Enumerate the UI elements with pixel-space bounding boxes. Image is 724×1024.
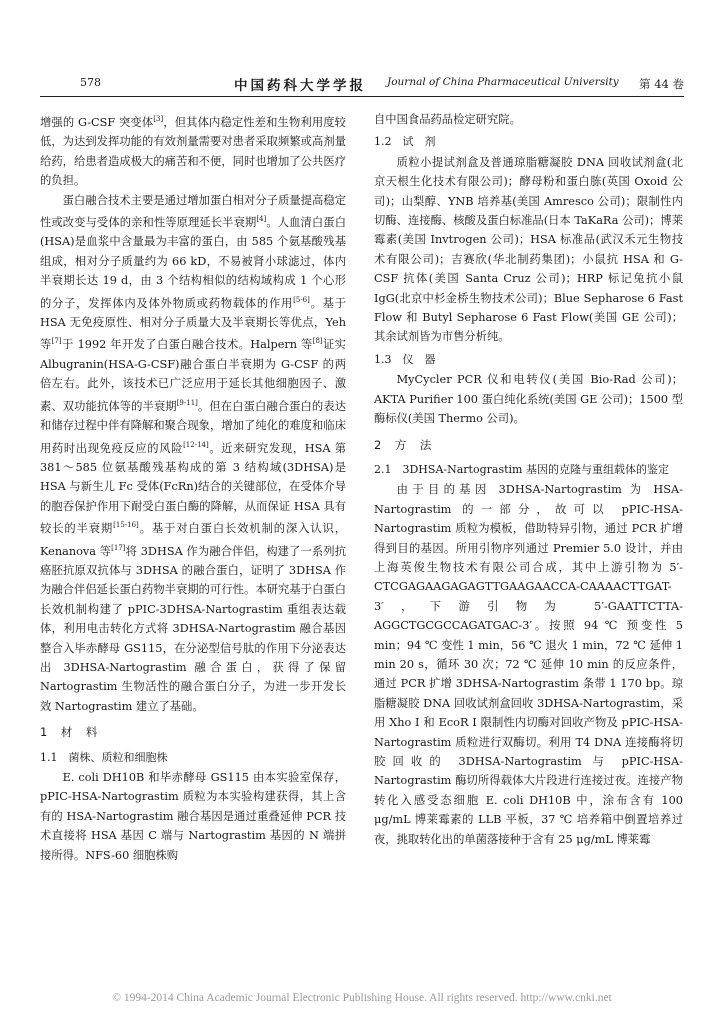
copyright-footer: © 1994-2014 China Academic Journal Electronic Publishing House. All rights reserved. http://www.cnki.net (112, 992, 612, 1004)
citation: [17] (111, 543, 126, 552)
subsection-heading-cloning: 2.1 3DHSA-Nartograstim 基因的克隆与重组载体的鉴定 (374, 462, 669, 476)
page-number: 578 (80, 76, 101, 89)
intro-paragraph-1: 增强的 G-CSF 突变体[3]，但其体内稳定性差和生物利用度较低，为达到发挥功能的有效剂量需要对患者采取频繁或高剂量给药，给患者造成极大的痛苦和不便，同时也增加了公共医疗的负担。 (40, 115, 346, 188)
subsection-heading-strains: 1.1 菌株、质粒和细胞株 (40, 750, 168, 764)
reagents-paragraph: 质粒小提试剂盒及普通琼脂糖凝胶 DNA 回收试剂盒(北京天根生化技术有限公司)；酵母粉和蛋白胨(英国 Oxoid 公司)；山梨醇、YNB 培养基(美国 Amresco 公司)；限制性内切酶、连接酶、核酸及蛋白标准品(日本 TaKaRa 公司)；博莱霉素(美国 Invtrogen 公司)；HSA 标准品(武汉禾元生物技术有限公司)；吉赛欣(华北制药集团)；小鼠抗 HSA 和 G-CSF 抗体(美国 Santa Cruz 公司)；HRP 标记兔抗小鼠 IgG(北京中杉金桥生物技术公司)；Blue Sepharose 6 Fast Flow 和 Butyl Sepharose 6 Fast Flow(美国 GE 公司)；其余试剂皆为市售分析纯。 (374, 155, 683, 344)
journal-title-cn: 中国药科大学学报 (234, 78, 366, 94)
subsection-heading-instruments: 1.3 仪 器 (374, 352, 436, 366)
left-column (40, 110, 346, 865)
citation: [7] (51, 337, 62, 346)
section-heading-methods: 2 方 法 (374, 437, 433, 452)
citation: [12-14] (183, 440, 209, 449)
instruments-paragraph: MyCycler PCR 仪和电转仪(美国 Bio-Rad 公司)；AKTA Purifier 100 蛋白纯化系统(美国 GE 公司)；1500 型酶标仪(美国 Thermo 公司)。 (374, 373, 683, 426)
header-rule (40, 96, 684, 97)
page-header (40, 76, 684, 98)
citation: [8] (312, 337, 323, 346)
volume-label: 第 44 卷 (639, 77, 684, 91)
right-column (374, 110, 683, 849)
cloning-paragraph: 由于目的基因 3DHSA-Nartograstim 为 HSA-Nartograstim 的一部分，故可以 pPIC-HSA-Nartograstim 质粒为模板，借助特异引物，通过 PCR 扩增得到目的基因。所用引物序列通过 Premier 5.0 设计，并由上海英俊生物技术有限公司合成，其中上游引物为 5′-CTCGAGAAGAGAGTTGAAGAACCA-CAAAACTTGAT-3′，下游引物为 5′-GAATTCTTA-AGGCTGCGCCAGATGAC-3′。按照 94 ℃ 预变性 5 min；94 ℃ 变性 1 min，56 ℃ 退火 1 min，72 ℃ 延伸 1 min 20 s，循环 30 次；72 ℃ 延伸 10 min 的反应条件，通过 PCR 扩增 3DHSA-Nartograstim 条带 1 170 bp。琼脂糖凝胶 DNA 回收试剂盒回收 3DHSA-Nartograstim，采用 Xho Ⅰ 和 EcoR Ⅰ 限制性内切酶对回收产物及 pPIC-HSA-Nartograstim 质粒进行双酶切。利用 T4 DNA 连接酶将切胶回收的 3DHSA-Nartograstim 与 pPIC-HSA-Nartograstim 酶切所得载体大片段进行连接过夜。连接产物转化入感受态细胞 E. coli DH10B 中，涂布含有 100 μg/mL 博莱霉素的 LLB 平板，37 ℃ 培养箱中倒置培养过夜，挑取转化出的单菌落接种于含有 25 μg/mL 博莱霉 (374, 483, 683, 846)
journal-title-en: Journal of China Pharmaceutical University (387, 76, 619, 88)
subsection-heading-reagents: 1.2 试 剂 (374, 135, 436, 149)
strains-paragraph-continued: 自中国食品药品检定研究院。 (374, 113, 521, 126)
intro-paragraph-2: 蛋白融合技术主要是通过增加蛋白相对分子质量提高稳定性或改变与受体的亲和性等原理延长半衰期[4]。人血清白蛋白(HSA)是血浆中含量最为丰富的蛋白，由 585 个氨基酸残基组成，相对分子质量约为 66 kD，不易被肾小球滤过，体内半衰期长达 19 d，由 3 个结构相似的结构域构成 1 个心形的分子，发挥体内及体外物质或药物载体的作用[5-6]。基于 HSA 无免疫原性、相对分子质量大及半衰期长等优点，Yeh 等[7]于 1992 年开发了白蛋白融合技术。Halpern 等[8]证实 Albugranin(HSA-G-CSF)融合蛋白半衰期为 G-CSF 的两倍左右。此外，该技术已广泛应用于延长其他细胞因子、激素、双功能抗体等的半衰期[9-11]。但在白蛋白融合蛋白的表达和储存过程中伴有降解和聚合现象，增加了纯化的难度和临床用药时出现免疫反应的风险[12-14]。近来研究发现，HSA 第 381～585 位氨基酸残基构成的第 3 结构域(3DHSA)是 HSA 与新生儿 Fc 受体(FcRn)结合的关键部位，在受体介导的胞吞保护作用下耐受白蛋白酶的降解，从而保证 HSA 具有较长的半衰期[15-16]。基于对白蛋白长效机制的深入认识，Kenanova 等[17]将 3DHSA 作为融合伴侣，构建了一系列抗癌胚抗原双抗体与 3DHSA 的融合蛋白，证明了 3DHSA 作为融合伴侣延长蛋白药物半衰期的可行性。本研究基于白蛋白长效机制构建了 pPIC-3DHSA-Nartograstim 重组表达载体，利用电击转化方式将 3DHSA-Nartograstim 融合基因整合入毕赤酵母 GS115，在分泌型信号肽的作用下分泌表达出 3DHSA-Nartograstim 融合蛋白，获得了保留 Nartograstim 生物活性的融合蛋白分子，为进一步开发长效 Nartograstim 建立了基础。 (40, 193, 346, 713)
citation: [3] (153, 115, 164, 123)
section-heading-materials: 1 材 料 (40, 725, 99, 740)
citation: [5-6] (293, 295, 310, 304)
strains-paragraph: E. coli DH10B 和毕赤酵母 GS115 由本实验室保存，pPIC-HSA-Nartograstim 质粒为本实验构建获得，其上含有的 HSA-Nartograstim 融合基因是通过重叠延伸 PCR 技术直接将 HSA 基因 C 端与 Nartograstim 基因的 N 端拼接所得。NFS-60 细胞株购 (40, 771, 346, 862)
citation: [9-11] (176, 398, 198, 407)
citation: [15-16] (113, 521, 139, 530)
citation: [4] (256, 215, 267, 224)
